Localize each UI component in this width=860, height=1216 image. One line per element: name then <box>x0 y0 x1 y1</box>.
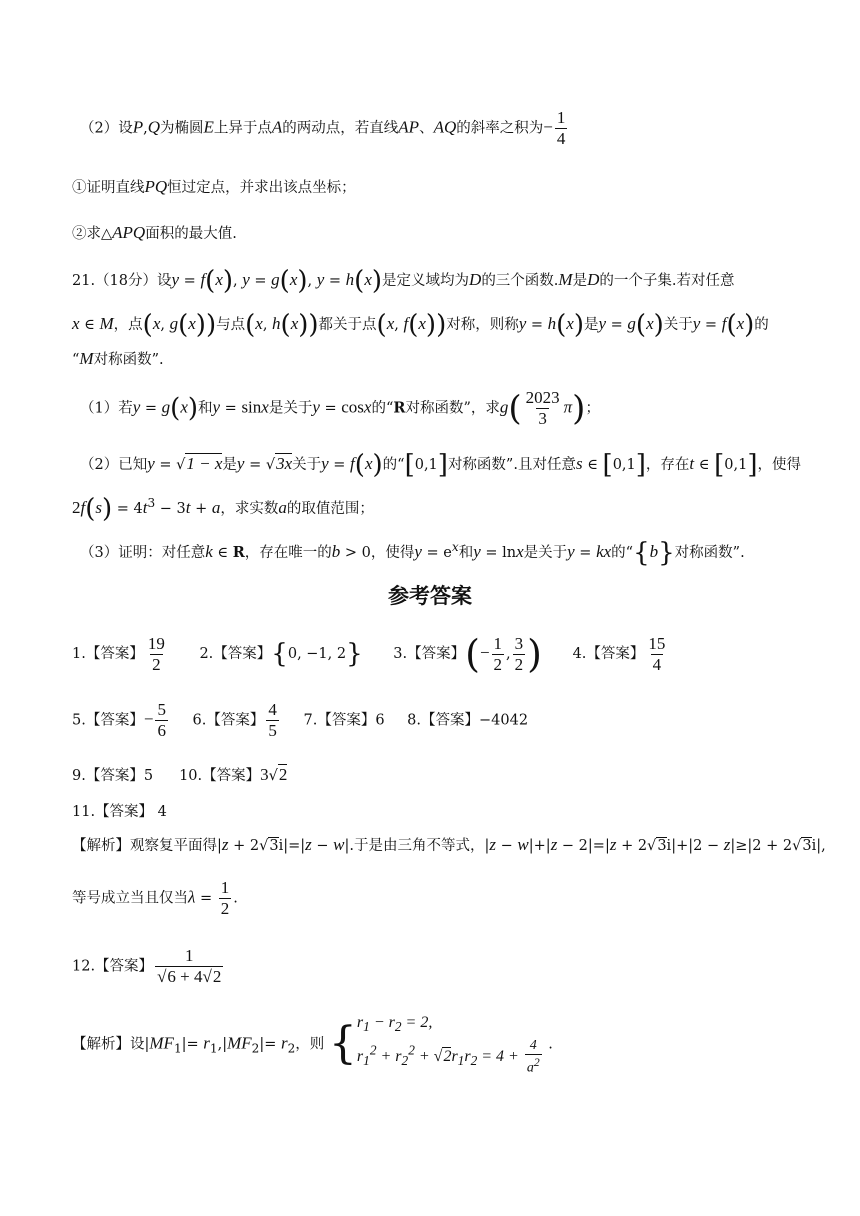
q21-part3: （3）证明：对任意k ∈ R，存在唯一的b > 0，使得$y = e^x$和y = lnx是关于y = kx的“{b}对称函数”. <box>80 538 745 568</box>
a11-analysis2: 等号成立当且仅当λ = $\frac{1}{2}$ . <box>72 878 238 918</box>
q21-part1: （1）若y = g(x)和y = sinx是关于y = cosx的“R对称函数”，求g( $\frac{2023}{3}$ π)； <box>80 388 600 429</box>
answers-row-1: 1.【答案】 $\frac{19}{2}$ 2.【答案】{0, −1, 2} 3.【答案】(− $\frac{1}{2}$ , $\frac{3}{2}$ ) 4.【答案】 $\frac{15}{4}$ <box>72 632 666 676</box>
a12-analysis: 【解析】设$|MF_1|= r_1,|MF_2|= r_2$，则 { $r_1 - r_2 = 2$, $r_1^2 + r_2^2 + √2r_1r_2 = 4$ + $\frac{4}{a^2}$ . <box>72 1014 553 1076</box>
q21-intro3: “M对称函数”. <box>72 349 164 368</box>
q20-sub1: ①证明直线PQ恒过定点，并求出该点坐标； <box>72 177 356 196</box>
q21-intro: 21.（18分）设y = f(x), y = g(x), y = h(x)是定义域均为D的三个函数.M是D的一个子集.若对任意 <box>72 266 735 296</box>
q21-part2a: （2）已知y = √1 − x是y = √3x关于y = f(x)的“[0,1]对称函数”.且对任意s ∈ [0,1]，存在t ∈ [0,1]，使得 <box>80 450 801 480</box>
answers-title: 参考答案 <box>388 584 472 608</box>
q20-part2: （2）设P,Q为椭圆E上异于点A的两动点，若直线AP、AQ的斜率之积为− $\frac{1}{4}$ <box>80 108 566 148</box>
q21-part2b: $2f(s) = 4t^3 - 3t + a$，求实数a的取值范围； <box>72 494 374 524</box>
answers-row-2: 5.【答案】− $\frac{5}{6}$ 6.【答案】 $\frac{4}{5}$ 7.【答案】6 8.【答案】−4042 <box>72 700 529 740</box>
answers-row-3: 9.【答案】5 10.【答案】3√2 <box>72 765 288 784</box>
q21-intro2: x ∈ M，点(x, g(x))与点(x, h(x))都关于点(x, f(x))对称，则称y = h(x)是y = g(x)关于y = f(x)的 <box>72 310 769 340</box>
q20-sub2: ②求△APQ面积的最大值. <box>72 223 237 242</box>
a11-analysis: 【解析】观察复平面得|z + 2√3i|=|z − w|.于是由三角不等式，|z − w|+|z − 2|=|z + 2√3i|+|2 − z|≥|2 + 2√3i|, <box>72 835 826 854</box>
answers-row-4: 11.【答案】 4 <box>72 804 167 820</box>
answers-row-5: 12.【答案】 $\frac{1}{√6 + 4√2}$ <box>72 946 222 986</box>
